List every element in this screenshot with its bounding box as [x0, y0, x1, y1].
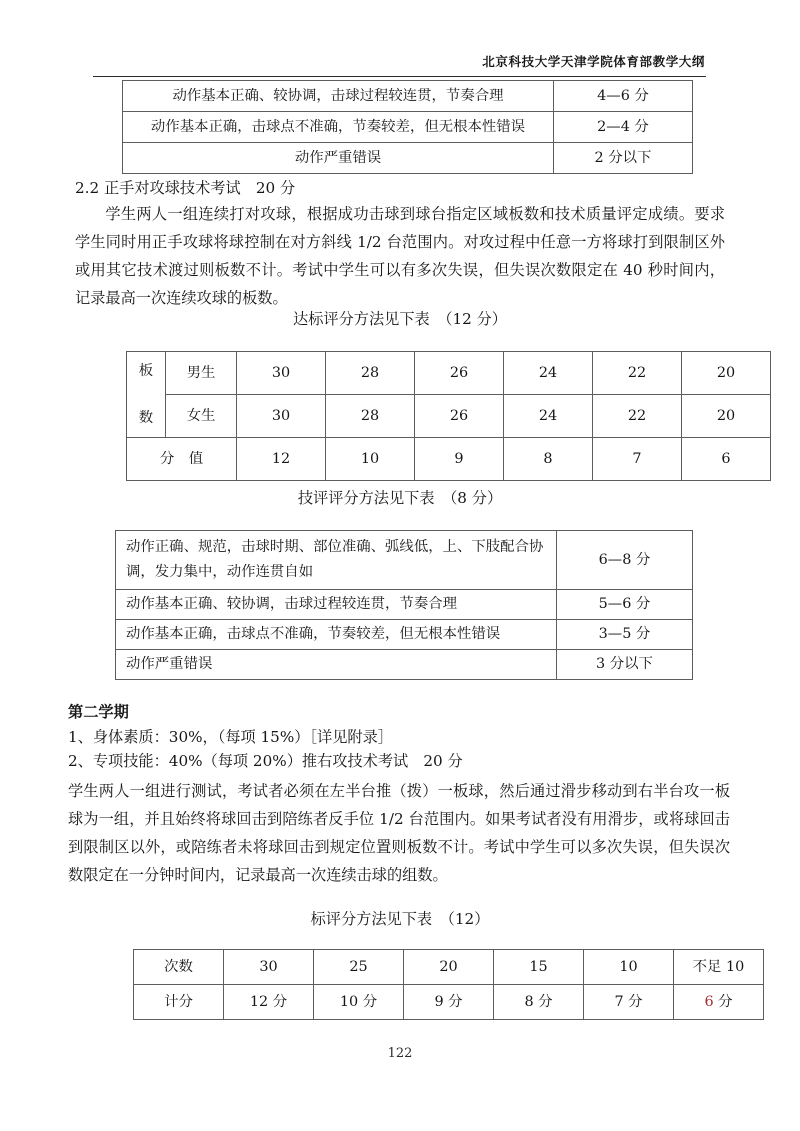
count-score: 7 分 [584, 985, 674, 1020]
caption-jiping-scoring: 技评评分方法见下表 （8 分） [297, 489, 503, 507]
criteria-score: 2—4 分 [554, 112, 693, 143]
female-value: 20 [682, 395, 771, 438]
criteria-score: 4—6 分 [554, 81, 693, 112]
table-row [116, 590, 693, 620]
table-row [127, 438, 771, 481]
counts-row-label: 次数 [134, 950, 224, 985]
gender-label-male: 男生 [166, 352, 237, 395]
criteria-score: 2 分以下 [554, 143, 693, 174]
technique-score: 5—6 分 [557, 590, 693, 620]
technique-score: 3 分以下 [557, 650, 693, 680]
table-row [123, 143, 693, 174]
technique-description: 动作严重错误 [116, 650, 557, 680]
table-row [123, 81, 693, 112]
table-row [134, 950, 764, 985]
criteria-description: 动作严重错误 [123, 143, 554, 174]
score-value: 12 [237, 438, 326, 481]
criteria-description: 动作基本正确、较协调，击球过程较连贯，节奏合理 [123, 81, 554, 112]
technique-description: 动作正确、规范，击球时期、部位准确、弧线低，上、下肢配合协调，发力集中，动作连贯自如 [116, 531, 557, 590]
count-value: 10 [584, 950, 674, 985]
count-value: 25 [314, 950, 404, 985]
table-row [116, 650, 693, 680]
male-value: 30 [237, 352, 326, 395]
caption-biaoping-scoring: 标评分方法见下表 （12） [310, 910, 490, 928]
semester-2-body: 学生两人一组进行测试，考试者必须在左半台推（拨）一板球，然后通过滑步移动到右半台攻一板球为一组，并且始终将球回击到陪练者反手位 1/2 台范围内。如果考试者没有用滑步，或将球回击到限制区以外，或陪练者未将球回击到规定位置则板数不计。考试中学生可以多次失误，但失误次数限定在一分钟时间内，记录最高一次连续击球的组数。 [68, 782, 730, 884]
male-value: 22 [593, 352, 682, 395]
female-value: 24 [504, 395, 593, 438]
gender-label-female: 女生 [166, 395, 237, 438]
male-value: 24 [504, 352, 593, 395]
semester-2-item-2: 2、专项技能：40%（每项 20%）推右攻技术考试 20 分 [68, 752, 463, 770]
count-score: 8 分 [494, 985, 584, 1020]
criteria-description: 动作基本正确，击球点不准确，节奏较差，但无根本性错误 [123, 112, 554, 143]
female-value: 30 [237, 395, 326, 438]
count-value: 15 [494, 950, 584, 985]
caption-biaozhun-scoring: 达标评分方法见下表 （12 分） [293, 310, 507, 328]
score-value: 6 [682, 438, 771, 481]
female-value: 22 [593, 395, 682, 438]
table-criteria-continued [122, 80, 693, 174]
page-number: 122 [387, 1046, 413, 1061]
count-score: 9 分 [404, 985, 494, 1020]
count-value: 20 [404, 950, 494, 985]
technique-description: 动作基本正确，击球点不准确，节奏较差，但无根本性错误 [116, 620, 557, 650]
semester-2-heading: 第二学期 [68, 703, 129, 721]
score-value: 8 [504, 438, 593, 481]
count-value: 30 [224, 950, 314, 985]
highlighted-score-unit: 分 [713, 993, 733, 1010]
male-value: 28 [326, 352, 415, 395]
board-label-bottom: 数 [138, 409, 154, 426]
table-row [123, 112, 693, 143]
section-2-2-body: 学生两人一组连续打对攻球，根据成功击球到球台指定区域板数和技术质量评定成绩。要求学生同时用正手攻球将球控制在对方斜线 1/2 台范围内。对攻过程中任意一方将球打到限制区外或用其它技术渡过则板数不计。考试中学生可以有多次失误，但失误次数限定在 40 秒时间内，记录最高一次连续攻球的板数。 [75, 205, 725, 307]
table-board-counts [126, 351, 771, 481]
semester-2-item-1: 1、身体素质：30%，（每项 15%）［详见附录］ [68, 728, 393, 746]
count-score: 10 分 [314, 985, 404, 1020]
female-value: 26 [415, 395, 504, 438]
table-row [134, 985, 764, 1020]
count-score-highlighted [674, 985, 764, 1020]
highlighted-score-number: 6 [704, 993, 714, 1010]
table-row [127, 395, 771, 438]
table-row [116, 620, 693, 650]
board-count-row-label [127, 352, 166, 438]
header-divider-rule [93, 76, 706, 77]
technique-description: 动作基本正确、较协调，击球过程较连贯，节奏合理 [116, 590, 557, 620]
male-value: 26 [415, 352, 504, 395]
score-value: 10 [326, 438, 415, 481]
table-count-scores [133, 949, 764, 1020]
table-technique-evaluation [115, 530, 693, 680]
male-value: 20 [682, 352, 771, 395]
count-score: 12 分 [224, 985, 314, 1020]
score-row-label: 分 值 [127, 438, 237, 481]
table-row [116, 531, 693, 590]
score-value: 9 [415, 438, 504, 481]
female-value: 28 [326, 395, 415, 438]
count-value: 不足 10 [674, 950, 764, 985]
table-row [127, 352, 771, 395]
score-value: 7 [593, 438, 682, 481]
header-title: 北京科技大学天津学院体育部教学大纲 [482, 54, 705, 69]
section-2-2-heading: 2.2 正手对攻球技术考试 20 分 [75, 179, 296, 197]
technique-score: 6—8 分 [557, 531, 693, 590]
scores-row-label: 计分 [134, 985, 224, 1020]
technique-score: 3—5 分 [557, 620, 693, 650]
board-label-top: 板 [138, 362, 154, 379]
